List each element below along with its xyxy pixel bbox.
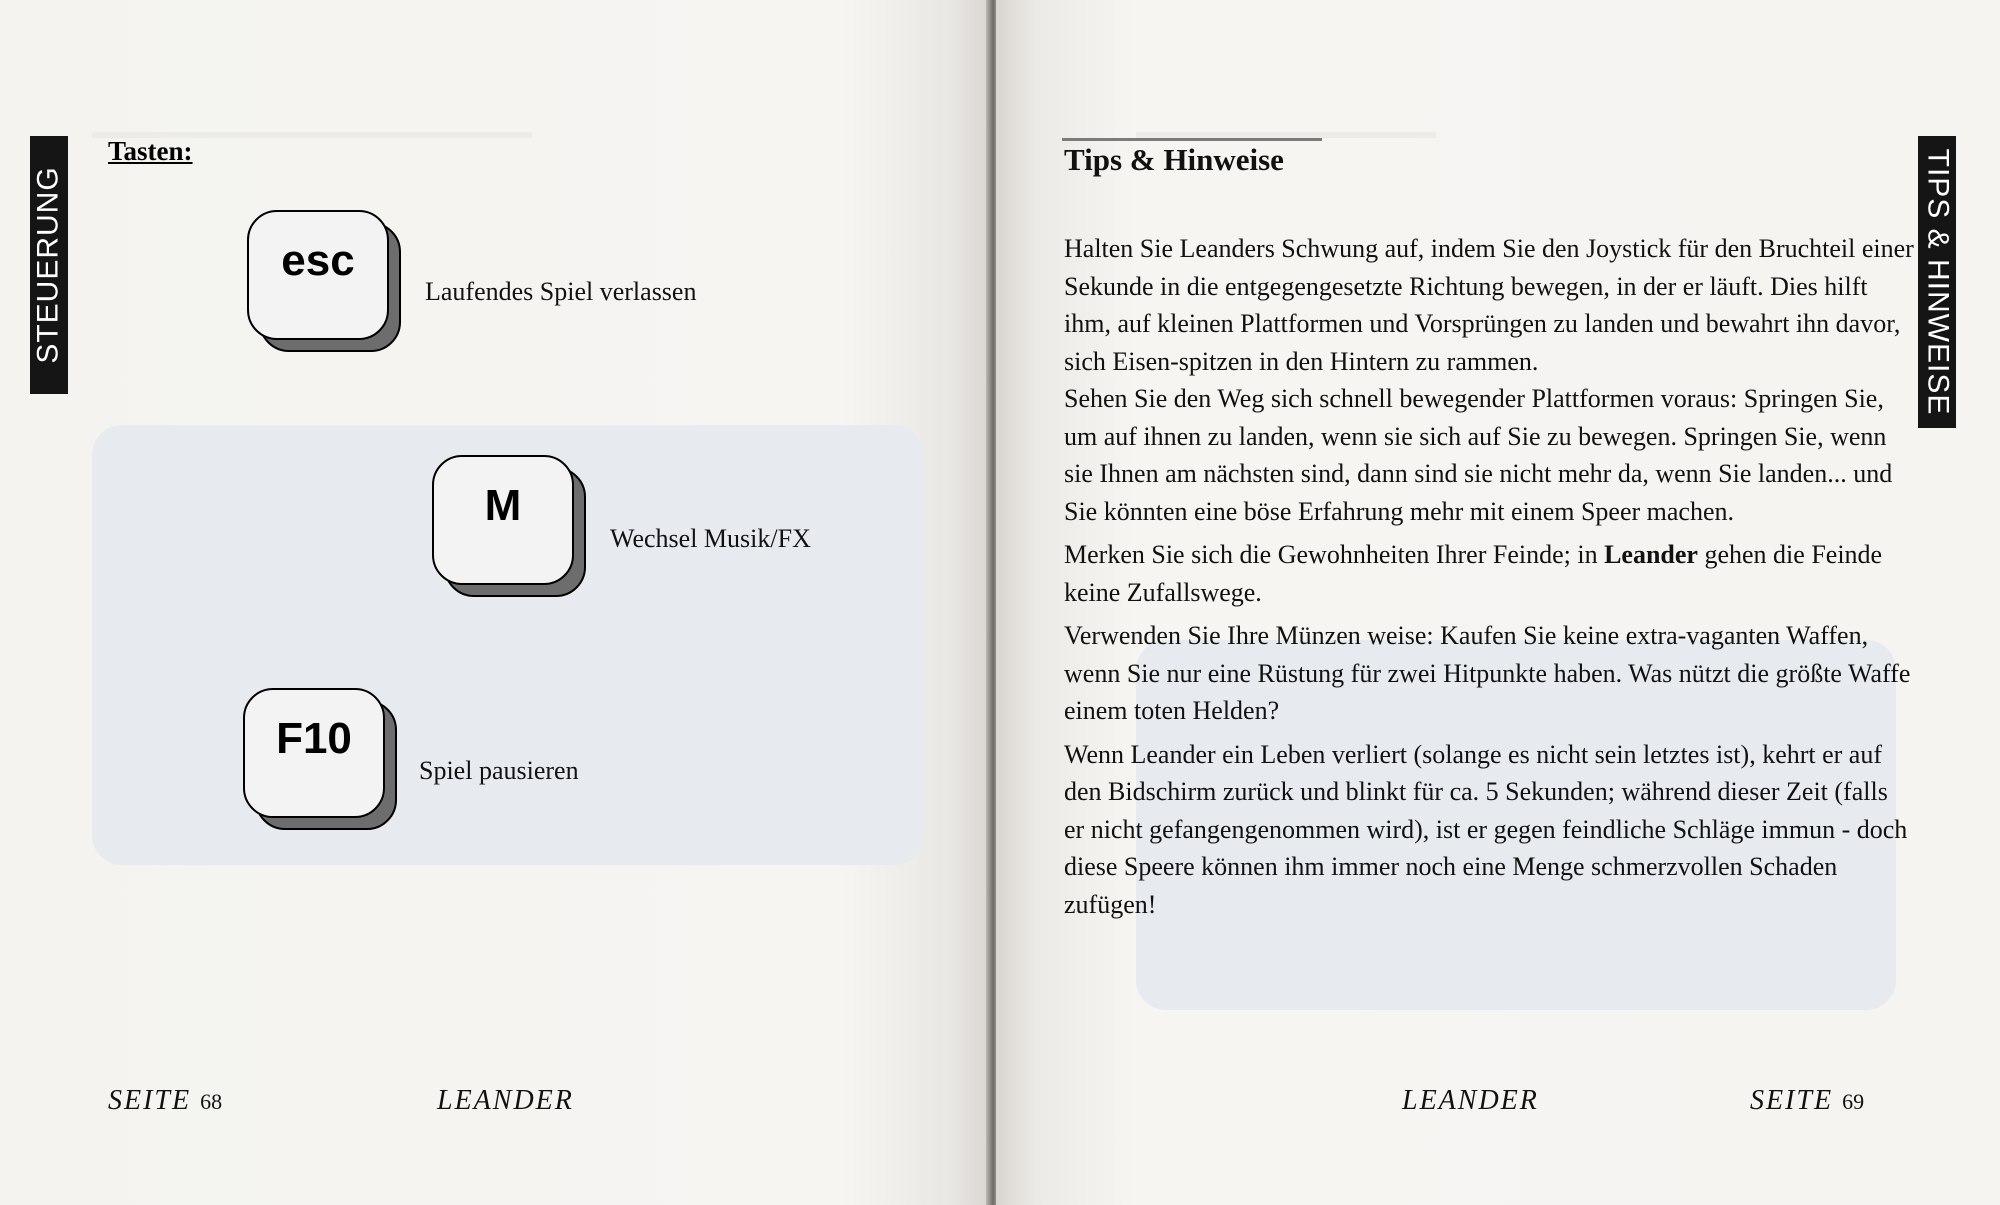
tip-paragraph: Halten Sie Leanders Schwung auf, indem Sie den Joystick für den Bruchteil einer Sekunde in die entgegengesetzte Richtung bewegen, in der er läuft. Dies hilft ihm, auf kleinen Plattformen und Vorsprüngen zu landen und bewahrt ihn davor, sich Eisen-spitzen in den Hintern zu rammen. bbox=[1064, 234, 1914, 376]
footer-title-left: LEANDER bbox=[437, 1085, 574, 1116]
left-page bbox=[0, 0, 990, 1205]
f10-key-icon: F10 bbox=[243, 688, 387, 820]
leander-bold: Leander bbox=[1604, 540, 1698, 569]
tips-body bbox=[1064, 230, 1914, 929]
keys-heading: Tasten: bbox=[108, 136, 193, 166]
esc-key-icon: esc bbox=[247, 210, 391, 342]
esc-key-label: Laufendes Spiel verlassen bbox=[425, 277, 697, 306]
footer-title-right: LEANDER bbox=[1402, 1085, 1539, 1116]
side-tab-steuerung: STEUERUNG bbox=[30, 136, 68, 394]
tip-paragraph: Merken Sie sich die Gewohnheiten Ihrer Feinde; in Leander gehen die Feinde keine Zufallswege. bbox=[1064, 540, 1883, 607]
m-key-icon: M bbox=[432, 455, 576, 587]
footer-page-number-right: SEITE 69 bbox=[1750, 1085, 1865, 1116]
tip-paragraph: Sehen Sie den Weg sich schnell bewegender Plattformen voraus: Springen Sie, um auf ihnen zu landen, wenn sie sich auf Sie zu bewegen. Springen Sie, wenn sie Ihnen am nächsten sind, dann sind sie nicht mehr da, wenn Sie landen... und Sie könnten eine böse Erfahrung mehr mit einem Speer machen. bbox=[1064, 384, 1893, 526]
title-rule bbox=[1062, 138, 1322, 141]
side-tab-tips-hinweise: TIPS & HINWEISE bbox=[1918, 136, 1956, 428]
tip-paragraph: Wenn Leander ein Leben verliert (solange es nicht sein letztes ist), kehrt er auf den Bidschirm zurück und blinkt für ca. 5 Sekunden; während dieser Zeit (falls er nicht gefangengenommen wird), ist er gegen feindliche Schläge immun - doch diese Speere können ihm immer noch eine Menge schmerzvollen Schaden zufügen! bbox=[1064, 739, 1908, 919]
f10-key-label: Spiel pausieren bbox=[419, 756, 579, 785]
page-title: Tips & Hinweise bbox=[1064, 142, 1284, 177]
tip-paragraph: Verwenden Sie Ihre Münzen weise: Kaufen Sie keine extra-vaganten Waffen, wenn Sie nur eine Rüstung für zwei Hitpunkte haben. Was nützt die größte Waffe einem toten Helden? bbox=[1064, 621, 1911, 725]
m-key-label: Wechsel Musik/FX bbox=[610, 524, 811, 553]
footer-page-number-left: SEITE 68 bbox=[108, 1085, 223, 1116]
